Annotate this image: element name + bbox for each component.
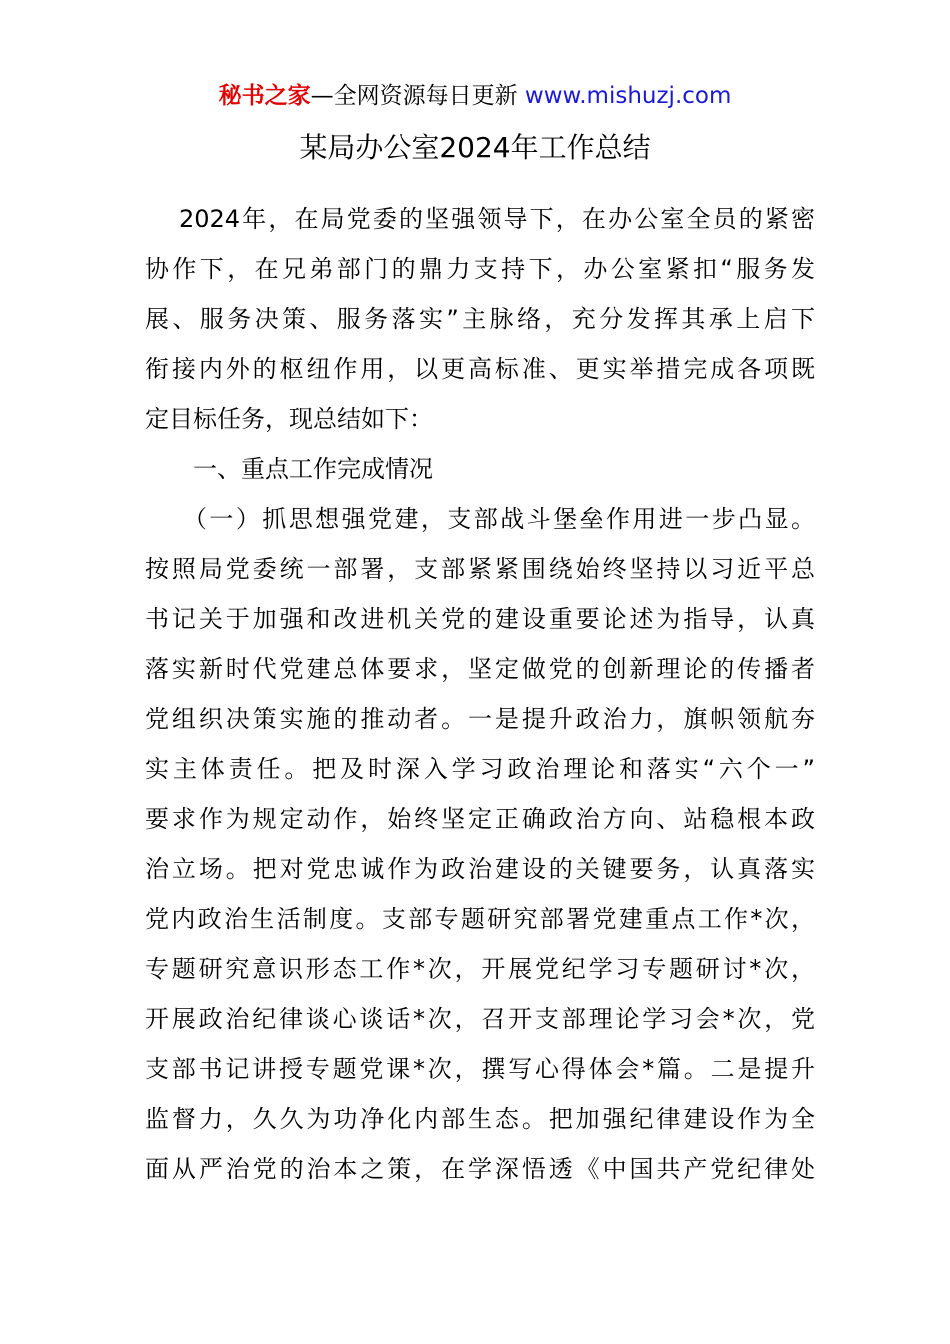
site-url-link[interactable]: www.mishuzj.com xyxy=(524,83,732,109)
paragraph-line: 2024年，在局党委的坚强领导下，在办公室全员的紧密 xyxy=(179,205,815,233)
paragraph-line: 监督力，久久为功净化内部生态。把加强纪律建设作为全 xyxy=(145,1105,815,1133)
document-body xyxy=(145,194,815,1194)
paragraph-line: 实主体责任。把及时深入学习政治理论和落实“六个一” xyxy=(145,755,815,783)
paragraph-line: 党内政治生活制度。支部专题研究部署党建重点工作*次， xyxy=(145,905,815,933)
paragraph-line: 党组织决策实施的推动者。一是提升政治力，旗帜领航夯 xyxy=(145,705,815,733)
site-header xyxy=(0,80,950,112)
paragraph-line: 定目标任务，现总结如下： xyxy=(145,405,433,433)
paragraph-line: 落实新时代党建总体要求，坚定做党的创新理论的传播者 xyxy=(145,655,815,683)
paragraph-line: 治立场。把对党忠诚作为政治建设的关键要务，认真落实 xyxy=(145,855,815,883)
site-brand: 秘书之家 xyxy=(218,83,311,109)
paragraph-line: 专题研究意识形态工作*次，开展党纪学习专题研讨*次， xyxy=(145,955,815,983)
paragraph-line: 展、服务决策、服务落实”主脉络，充分发挥其承上启下 xyxy=(145,305,815,333)
paragraph-line: 协作下，在兄弟部门的鼎力支持下，办公室紧扣“服务发 xyxy=(145,255,815,283)
section-heading: 一、重点工作完成情况 xyxy=(193,455,433,483)
paragraph-line: 开展政治纪律谈心谈话*次，召开支部理论学习会*次，党 xyxy=(145,1005,815,1033)
paragraph-line: 要求作为规定动作，始终坚定正确政治方向、站稳根本政 xyxy=(145,805,815,833)
paragraph-line: 支部书记讲授专题党课*次，撰写心得体会*篇。二是提升 xyxy=(145,1055,815,1083)
site-tagline: —全网资源每日更新 xyxy=(310,83,525,109)
subsection-heading: （一）抓思想强党建，支部战斗堡垒作用进一步凸显。 xyxy=(183,505,815,533)
document-title: 某局办公室2024年工作总结 xyxy=(299,131,651,164)
paragraph-line: 衔接内外的枢纽作用，以更高标准、更实举措完成各项既 xyxy=(145,355,815,383)
paragraph-line: 按照局党委统一部署，支部紧紧围绕始终坚持以习近平总 xyxy=(145,555,815,583)
paragraph-line: 书记关于加强和改进机关党的建设重要论述为指导，认真 xyxy=(145,605,815,633)
paragraph-line: 面从严治党的治本之策，在学深悟透《中国共产党纪律处 xyxy=(145,1155,815,1183)
